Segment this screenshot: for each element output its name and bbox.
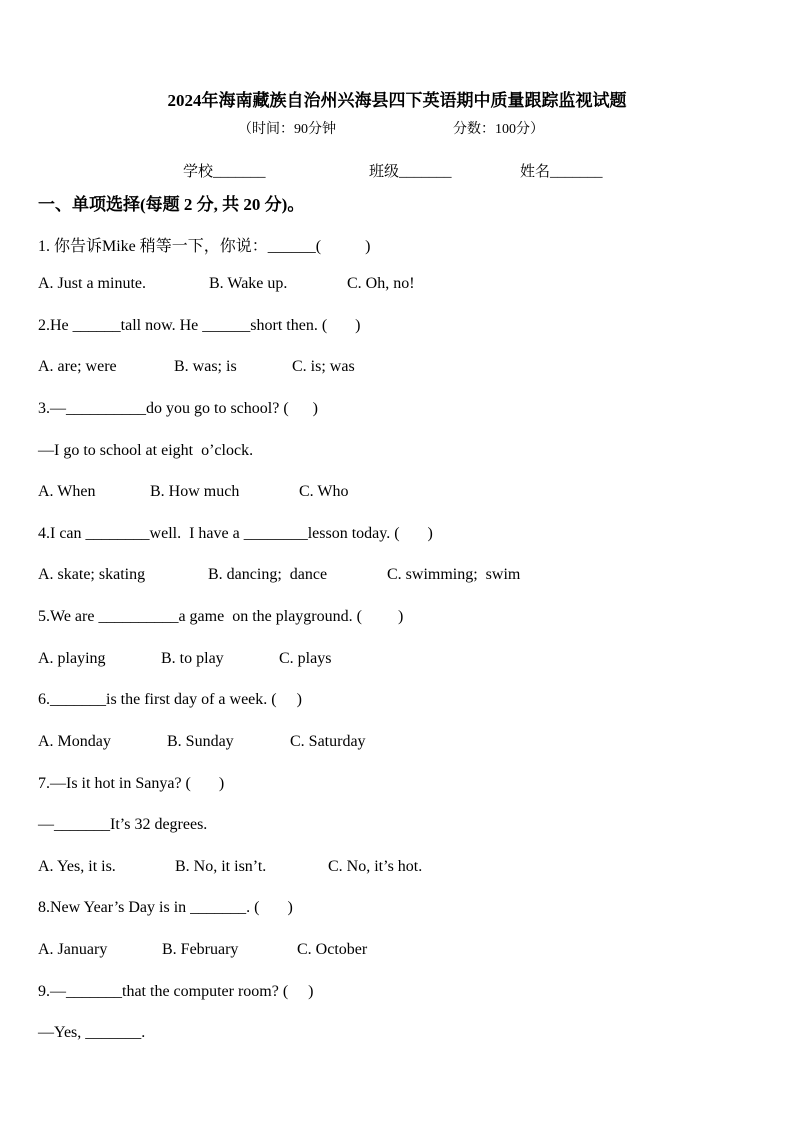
option-b: B. How much — [150, 483, 240, 500]
name-field: 姓名_______ — [520, 164, 603, 180]
class-field: 班级_______ — [369, 164, 452, 180]
option-b: B. No, it isn’t. — [175, 858, 267, 875]
option-a: A. are; were — [38, 358, 117, 375]
option-c: C. October — [297, 941, 368, 958]
option-a: A. January — [38, 941, 108, 958]
question-stem: 2.He ______tall now. He ______short then. ( ) — [38, 317, 361, 334]
answer-line: —Yes, _______. — [38, 1024, 146, 1041]
question-stem: 8.New Year’s Day is in _______. ( ) — [38, 899, 293, 916]
option-a: A. skate; skating — [38, 566, 146, 583]
question-stem: 7.—Is it hot in Sanya? ( ) — [38, 775, 225, 792]
question-stem: 3.—__________do you go to school? ( ) — [38, 400, 318, 417]
option-c: C. Who — [299, 483, 349, 500]
question-stem: 1. 你告诉Mike 稍等一下，你说：______( ) — [38, 238, 371, 255]
option-c: C. Saturday — [290, 733, 366, 750]
option-b: B. February — [162, 941, 239, 958]
answer-line: —I go to school at eight o’clock. — [38, 442, 254, 459]
option-c: C. swimming; swim — [387, 566, 521, 583]
option-b: B. to play — [161, 650, 224, 667]
question-stem: 4.I can ________well. I have a ________lesson today. ( ) — [38, 525, 433, 542]
option-c: C. No, it’s hot. — [328, 858, 423, 875]
question-stem: 6._______is the first day of a week. ( ) — [38, 691, 302, 708]
exam-title: 2024年海南藏族自治州兴海县四下英语期中质量跟踪监视试题 — [167, 91, 627, 110]
exam-time: （时间：90分钟 — [238, 122, 336, 137]
option-b: B. Sunday — [167, 733, 234, 750]
option-a: A. Yes, it is. — [38, 858, 116, 875]
option-c: C. is; was — [292, 358, 355, 375]
question-stem: 5.We are __________a game on the playground. ( ) — [38, 608, 404, 625]
answer-line: —_______It’s 32 degrees. — [38, 816, 208, 833]
option-a: A. playing — [38, 650, 106, 667]
option-c: C. plays — [279, 650, 332, 667]
option-a: A. When — [38, 483, 96, 500]
exam-score: 分数：100分） — [453, 122, 544, 137]
option-a: A. Monday — [38, 733, 111, 750]
question-stem: 9.—_______that the computer room? ( ) — [38, 983, 314, 1000]
option-b: B. Wake up. — [209, 275, 288, 292]
option-c: C. Oh, no! — [347, 275, 415, 292]
option-b: B. was; is — [174, 358, 237, 375]
section-heading: 一、单项选择(每题 2 分, 共 20 分)。 — [38, 195, 305, 214]
school-field: 学校_______ — [183, 164, 266, 180]
option-a: A. Just a minute. — [38, 275, 146, 292]
option-b: B. dancing; dance — [208, 566, 328, 583]
